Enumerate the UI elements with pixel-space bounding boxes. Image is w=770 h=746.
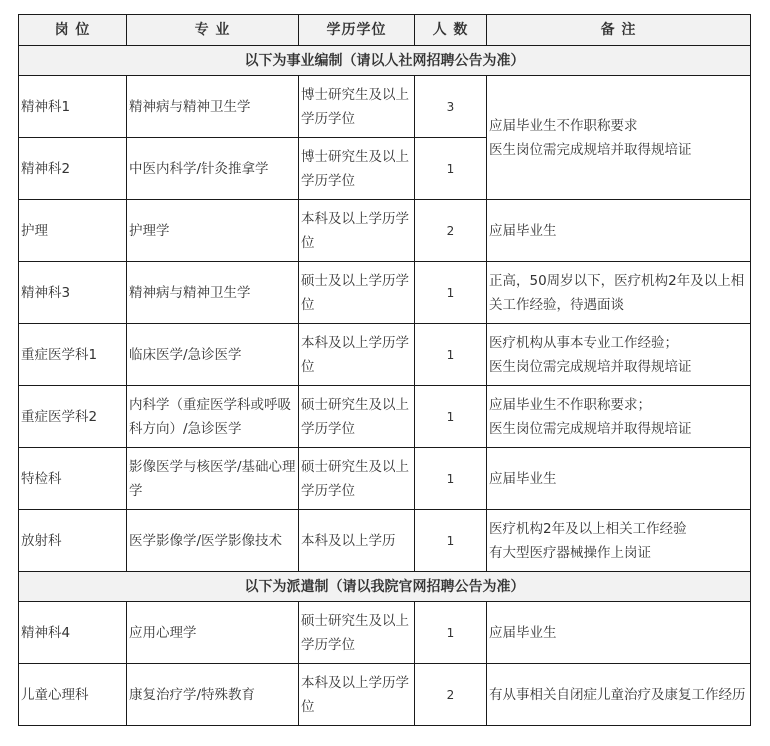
cell-degree: 本科及以上学历学位 <box>299 324 415 386</box>
section-row <box>19 46 751 76</box>
cell-major: 护理学 <box>127 200 299 262</box>
cell-post: 精神科1 <box>19 76 127 138</box>
cell-count: 1 <box>415 324 487 386</box>
cell-count: 1 <box>415 510 487 572</box>
header-post: 岗 位 <box>19 15 127 46</box>
note-line: 应届毕业生 <box>489 470 557 487</box>
cell-count: 2 <box>415 200 487 262</box>
table-row <box>19 76 751 138</box>
note-line: 应届毕业生 <box>489 624 557 641</box>
table-row <box>19 200 751 262</box>
cell-degree: 博士研究生及以上学历学位 <box>299 76 415 138</box>
cell-degree: 硕士研究生及以上学历学位 <box>299 448 415 510</box>
note-line: 医疗机构2年及以上相关工作经验 <box>489 520 687 537</box>
table-row <box>19 602 751 664</box>
cell-major: 应用心理学 <box>127 602 299 664</box>
cell-note <box>487 448 751 510</box>
section-title: 以下为派遣制（请以我院官网招聘公告为准） <box>19 572 751 602</box>
header-major: 专 业 <box>127 15 299 46</box>
cell-note <box>487 386 751 448</box>
cell-degree: 本科及以上学历 <box>299 510 415 572</box>
note-line: 医生岗位需完成规培并取得规培证 <box>489 141 692 158</box>
note-line: 应届毕业生不作职称要求； <box>489 396 651 413</box>
cell-major: 医学影像学/医学影像技术 <box>127 510 299 572</box>
note-line: 有大型医疗器械操作上岗证 <box>489 544 651 561</box>
note-line: 应届毕业生 <box>489 222 557 239</box>
cell-post: 儿童心理科 <box>19 664 127 726</box>
cell-post: 重症医学科1 <box>19 324 127 386</box>
cell-note <box>487 602 751 664</box>
recruitment-table <box>18 14 751 726</box>
cell-note <box>487 200 751 262</box>
cell-major: 精神病与精神卫生学 <box>127 262 299 324</box>
note-line: 医生岗位需完成规培并取得规培证 <box>489 420 692 437</box>
cell-degree: 本科及以上学历学位 <box>299 200 415 262</box>
cell-major: 精神病与精神卫生学 <box>127 76 299 138</box>
cell-count: 1 <box>415 386 487 448</box>
cell-note <box>487 664 751 726</box>
cell-count: 1 <box>415 262 487 324</box>
cell-count: 1 <box>415 138 487 200</box>
note-line: 有从事相关自闭症儿童治疗及康复工作经历 <box>489 686 746 703</box>
cell-post: 特检科 <box>19 448 127 510</box>
cell-post: 精神科2 <box>19 138 127 200</box>
section-title: 以下为事业编制（请以人社网招聘公告为准） <box>19 46 751 76</box>
cell-degree: 硕士及以上学历学位 <box>299 262 415 324</box>
cell-major: 中医内科学/针灸推拿学 <box>127 138 299 200</box>
cell-note <box>487 76 751 200</box>
table-row <box>19 262 751 324</box>
section-row <box>19 572 751 602</box>
note-line: 医生岗位需完成规培并取得规培证 <box>489 358 692 375</box>
cell-post: 放射科 <box>19 510 127 572</box>
header-note: 备 注 <box>487 15 751 46</box>
table-row <box>19 324 751 386</box>
cell-count: 3 <box>415 76 487 138</box>
table-row <box>19 448 751 510</box>
header-degree: 学历学位 <box>299 15 415 46</box>
cell-note <box>487 262 751 324</box>
cell-note <box>487 510 751 572</box>
note-line: 医疗机构从事本专业工作经验； <box>489 334 678 351</box>
note-line: 应届毕业生不作职称要求 <box>489 117 638 134</box>
note-line: 正高，50周岁以下，医疗机构2年及以上相关工作经验，待遇面谈 <box>489 272 745 313</box>
cell-degree: 硕士研究生及以上学历学位 <box>299 386 415 448</box>
cell-note <box>487 324 751 386</box>
cell-count: 1 <box>415 448 487 510</box>
header-row <box>19 15 751 46</box>
cell-post: 重症医学科2 <box>19 386 127 448</box>
cell-major: 临床医学/急诊医学 <box>127 324 299 386</box>
cell-degree: 博士研究生及以上学历学位 <box>299 138 415 200</box>
cell-major: 内科学（重症医学科或呼吸科方向）/急诊医学 <box>127 386 299 448</box>
cell-post: 护理 <box>19 200 127 262</box>
cell-count: 1 <box>415 602 487 664</box>
cell-degree: 本科及以上学历学位 <box>299 664 415 726</box>
cell-major: 影像医学与核医学/基础心理学 <box>127 448 299 510</box>
header-count: 人 数 <box>415 15 487 46</box>
table-row <box>19 386 751 448</box>
table-row <box>19 664 751 726</box>
cell-major: 康复治疗学/特殊教育 <box>127 664 299 726</box>
cell-post: 精神科4 <box>19 602 127 664</box>
table-row <box>19 510 751 572</box>
cell-count: 2 <box>415 664 487 726</box>
cell-degree: 硕士研究生及以上学历学位 <box>299 602 415 664</box>
cell-post: 精神科3 <box>19 262 127 324</box>
